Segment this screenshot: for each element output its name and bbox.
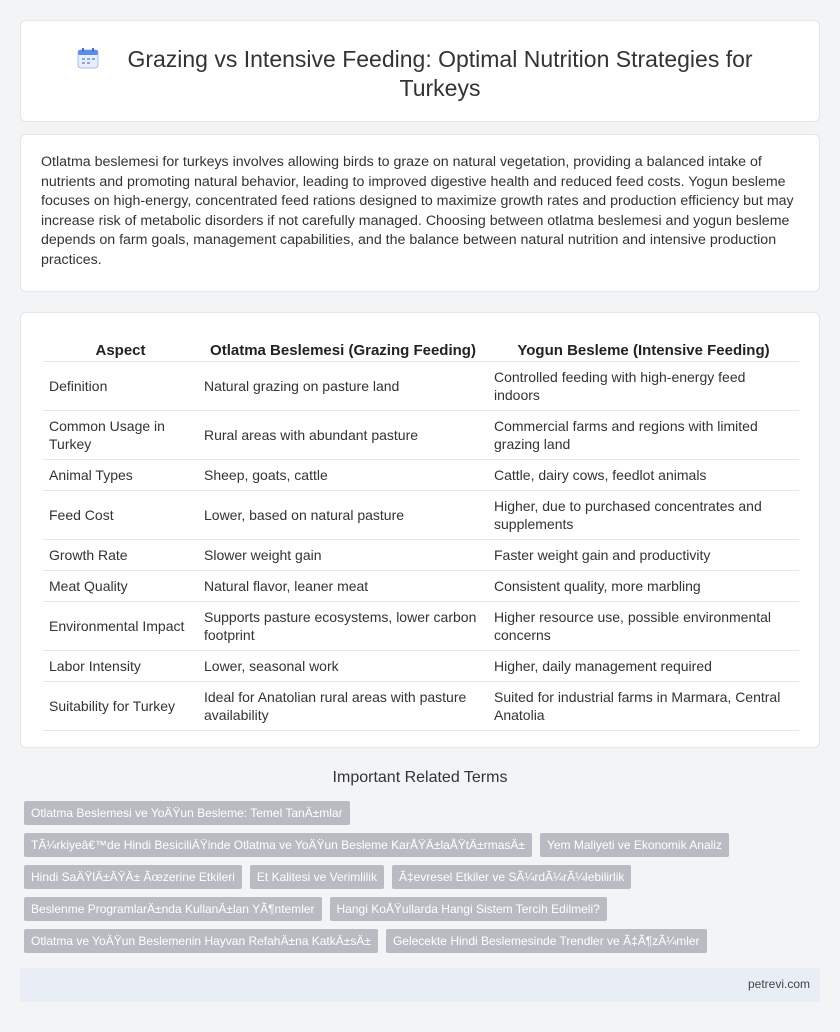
tag-row <box>24 801 804 825</box>
row-grazing: Natural grazing on pasture land <box>198 361 488 410</box>
related-tag[interactable]: Yem Maliyeti ve Ekonomik Analiz <box>540 833 729 857</box>
table-row <box>43 601 799 650</box>
intro-card <box>20 134 820 292</box>
row-intensive: Higher, daily management required <box>488 650 799 681</box>
table-header-row <box>43 331 799 361</box>
related-terms-tags <box>24 801 804 961</box>
row-intensive: Commercial farms and regions with limited grazing land <box>488 410 799 459</box>
header-intensive: Yogun Besleme (Intensive Feeding) <box>488 331 799 361</box>
row-intensive: Controlled feeding with high-energy feed indoors <box>488 361 799 410</box>
table-row <box>43 570 799 601</box>
tag-row <box>24 865 804 889</box>
row-aspect: Environmental Impact <box>43 601 198 650</box>
related-tag[interactable]: TÃ¼rkiyeâ€™de Hindi BesiciliÄŸinde Otlatma ve YoÄŸun Besleme KarÅŸÄ±laÅŸtÄ±rmasÄ± <box>24 833 532 857</box>
tag-row <box>24 833 804 857</box>
related-tag[interactable]: Beslenme ProgramlarÄ±nda KullanÄ±lan YÃ¶ntemler <box>24 897 322 921</box>
page-title: Grazing vs Intensive Feeding: Optimal Nutrition Strategies for Turkeys <box>127 46 753 101</box>
related-terms-heading: Important Related Terms <box>332 769 508 786</box>
row-grazing: Supports pasture ecosystems, lower carbon footprint <box>198 601 488 650</box>
tag-row <box>24 897 804 921</box>
row-aspect: Suitability for Turkey <box>43 681 198 730</box>
related-tag[interactable]: Otlatma Beslemesi ve YoÄŸun Besleme: Temel TanÄ±mlar <box>24 801 350 825</box>
row-grazing: Natural flavor, leaner meat <box>198 570 488 601</box>
table-row <box>43 410 799 459</box>
row-aspect: Common Usage in Turkey <box>43 410 198 459</box>
table-row <box>43 490 799 539</box>
row-intensive: Consistent quality, more marbling <box>488 570 799 601</box>
row-aspect: Animal Types <box>43 459 198 490</box>
row-intensive: Suited for industrial farms in Marmara, Central Anatolia <box>488 681 799 730</box>
comparison-table <box>43 331 799 731</box>
footer-site-link[interactable]: petrevi.com <box>747 977 810 991</box>
related-tag[interactable]: Otlatma ve YoÄŸun Beslemenin Hayvan RefahÄ±na KatkÄ±sÄ± <box>24 929 378 953</box>
row-intensive: Faster weight gain and productivity <box>488 539 799 570</box>
related-tag[interactable]: Gelecekte Hindi Beslemesinde Trendler ve Ã‡Ã¶zÃ¼mler <box>386 929 707 953</box>
table-row <box>43 681 799 730</box>
row-grazing: Lower, seasonal work <box>198 650 488 681</box>
table-row <box>43 459 799 490</box>
related-tag[interactable]: Hangi KoÅŸullarda Hangi Sistem Tercih Edilmeli? <box>330 897 607 921</box>
comparison-table-card <box>20 312 820 748</box>
table-row <box>43 650 799 681</box>
related-tag[interactable]: Ã‡evresel Etkiler ve SÃ¼rdÃ¼rÃ¼lebilirlik <box>392 865 631 889</box>
row-intensive: Higher resource use, possible environmental concerns <box>488 601 799 650</box>
row-grazing: Lower, based on natural pasture <box>198 490 488 539</box>
related-tag[interactable]: Et Kalitesi ve Verimlilik <box>250 865 384 889</box>
row-grazing: Slower weight gain <box>198 539 488 570</box>
title-card <box>20 20 820 122</box>
header-grazing: Otlatma Beslemesi (Grazing Feeding) <box>198 331 488 361</box>
row-intensive: Cattle, dairy cows, feedlot animals <box>488 459 799 490</box>
row-aspect: Definition <box>43 361 198 410</box>
table-row <box>43 539 799 570</box>
row-intensive: Higher, due to purchased concentrates and supplements <box>488 490 799 539</box>
footer <box>20 968 820 1002</box>
tag-row <box>24 929 804 953</box>
row-aspect: Growth Rate <box>43 539 198 570</box>
row-grazing: Rural areas with abundant pasture <box>198 410 488 459</box>
header-aspect: Aspect <box>43 331 198 361</box>
row-aspect: Feed Cost <box>43 490 198 539</box>
row-aspect: Meat Quality <box>43 570 198 601</box>
related-tag[interactable]: Hindi SaÄŸlÄ±ÄŸÄ± Ãœzerine Etkileri <box>24 865 242 889</box>
row-aspect: Labor Intensity <box>43 650 198 681</box>
row-grazing: Sheep, goats, cattle <box>198 459 488 490</box>
row-grazing: Ideal for Anatolian rural areas with pasture availability <box>198 681 488 730</box>
intro-paragraph: Otlatma beslemesi for turkeys involves allowing birds to graze on natural vegetation, providing a balanced intake of nutrients and promoting natural behavior, leading to improved digestive health and reduced feed costs. Yogun besleme focuses on high-energy, concentrated feed rations designed to maximize growth rates and production efficiency but may increase risk of metabolic disorders if not carefully managed. Choosing between otlatma beslemesi and yogun besleme depends on farm goals, management capabilities, and the balance between natural nutrition and intensive production practices. <box>41 154 794 268</box>
table-row <box>43 361 799 410</box>
